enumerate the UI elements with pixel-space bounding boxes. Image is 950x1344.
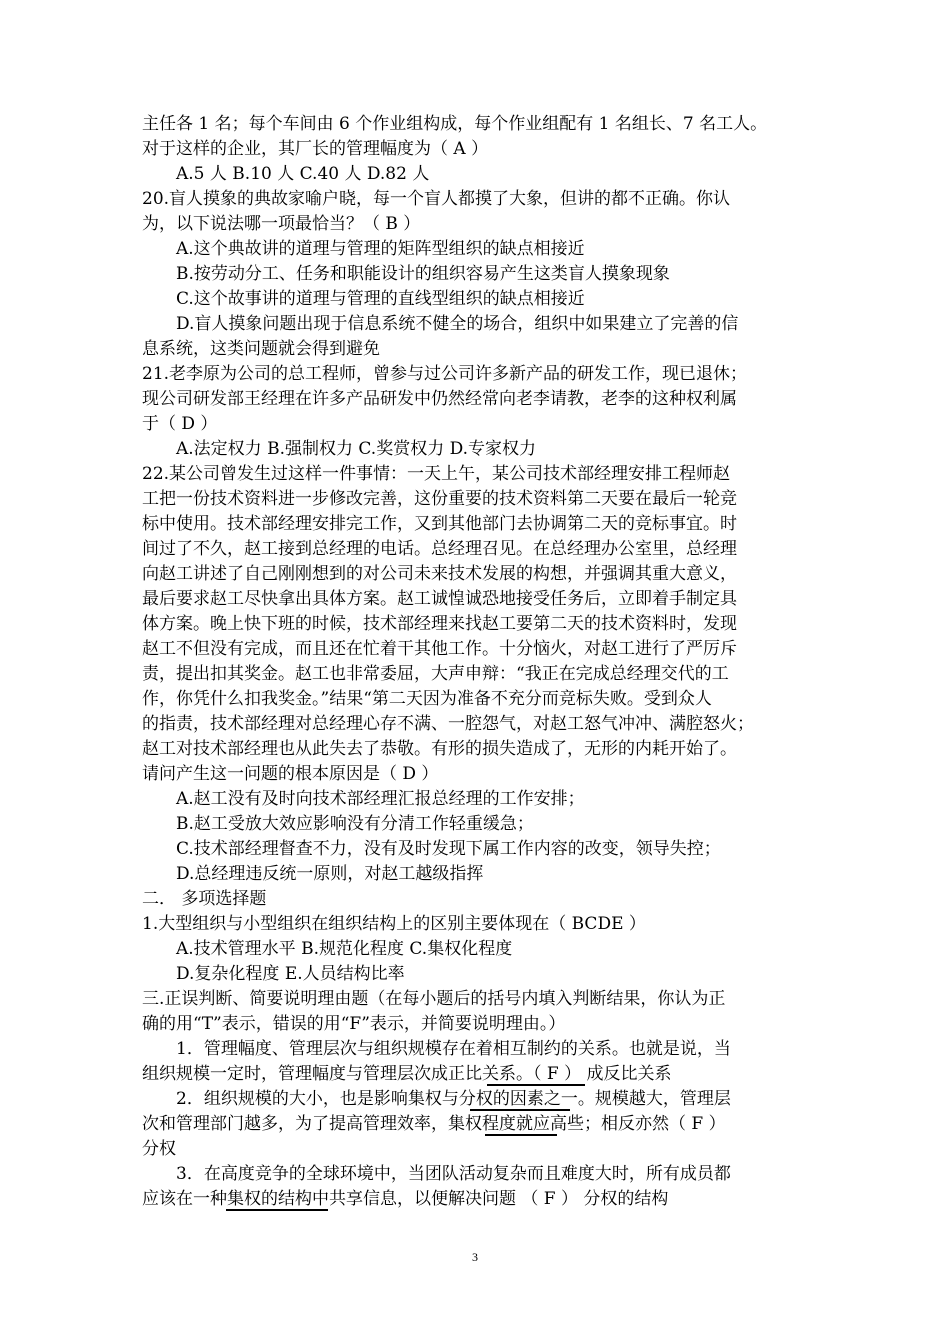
- text-line: 责，提出扣其奖金。赵工也非常委屈，大声申辩：“我正在完成总经理交代的工: [142, 664, 729, 684]
- option-a: A.这个典故讲的道理与管理的矩阵型组织的缺点相接近: [176, 239, 585, 259]
- option-d: D.总经理违反统一原则，对赵工越级指挥: [176, 864, 484, 884]
- option-line: A.法定权力 B.强制权力 C.奖赏权力 D.专家权力: [176, 439, 537, 459]
- text-line: 向赵工讲述了自己刚刚想到的对公司未来技术发展的构想，并强调其重大意义，: [142, 564, 737, 584]
- text-line: 应该在一种集权的结构中共享信息，以便解决问题 （ F ） 分权的结构: [142, 1189, 669, 1209]
- question-1: 1.大型组织与小型组织在组织结构上的区别主要体现在（ BCDE ）: [142, 914, 646, 934]
- option-a: A.赵工没有及时向技术部经理汇报总经理的工作安排；: [176, 789, 585, 809]
- judgment-1: 1．管理幅度、管理层次与组织规模存在着相互制约的关系。也就是说，当: [176, 1039, 731, 1059]
- text-line: 次和管理部门越多，为了提高管理效率，集权程度就应高些；相反亦然（ F ）: [142, 1114, 726, 1134]
- text-line: 于（ D ）: [142, 414, 218, 434]
- text-line: 赵工对技术部经理也从此失去了恭敬。有形的损失造成了，无形的内耗开始了。: [142, 739, 737, 759]
- text-line: 工把一份技术资料进一步修改完善，这份重要的技术资料第二天要在最后一轮竞: [142, 489, 737, 509]
- text-line: 体方案。晚上快下班的时候，技术部经理来找赵工要第二天的技术资料时，发现: [142, 614, 737, 634]
- text-line: 为，以下说法哪一项最恰当？（ B ）: [142, 214, 421, 234]
- question-22: 22.某公司曾发生过这样一件事情：一天上午，某公司技术部经理安排工程师赵: [142, 464, 731, 484]
- text-line: 标中使用。技术部经理安排完工作，又到其他部门去协调第二天的竞标事宜。时: [142, 514, 737, 534]
- option-c: C.这个故事讲的道理与管理的直线型组织的缺点相接近: [176, 289, 585, 309]
- text-line: 的指责，技术部经理对总经理心存不满、一腔怨气，对赵工怒气冲冲、满腔怒火；: [142, 714, 754, 734]
- text-line: 确的用“T”表示，错误的用“F”表示，并简要说明理由。）: [142, 1014, 566, 1034]
- text-line: 组织规模一定时，管理幅度与管理层次成正比关系。（ F ） 成反比关系: [142, 1064, 672, 1084]
- underline-mark: [487, 1084, 585, 1086]
- option-line: A.技术管理水平 B.规范化程度 C.集权化程度: [176, 939, 513, 959]
- question-20: 20.盲人摸象的典故家喻户晓，每一个盲人都摸了大象，但讲的都不正确。你认: [142, 189, 731, 209]
- option-line: A.5 人 B.10 人 C.40 人 D.82 人: [176, 164, 430, 184]
- underline-mark: [485, 1134, 557, 1136]
- text-line: 息系统，这类问题就会得到避免: [142, 339, 380, 359]
- underline-mark: [470, 1109, 570, 1111]
- option-c: C.技术部经理督查不力，没有及时发现下属工作内容的改变，领导失控；: [176, 839, 721, 859]
- text-line: 主任各 1 名；每个车间由 6 个作业组构成，每个作业组配有 1 名组长、7 名工人。: [142, 114, 768, 134]
- judgment-2: 2．组织规模的大小，也是影响集权与分权的因素之一。规模越大，管理层: [176, 1089, 731, 1109]
- text-line: 赵工不但没有完成，而且还在忙着干其他工作。十分恼火，对赵工进行了严厉斥: [142, 639, 737, 659]
- page-number: 3: [472, 1250, 478, 1264]
- text-line: 作，你凭什么扣我奖金。”结果“第二天因为准备不充分而竞标失败。受到众人: [142, 689, 712, 709]
- text-line: 对于这样的企业，其厂长的管理幅度为（ A ）: [142, 139, 489, 159]
- option-line: D.复杂化程度 E.人员结构比率: [176, 964, 405, 984]
- option-b: B.按劳动分工、任务和职能设计的组织容易产生这类盲人摸象现象: [176, 264, 670, 284]
- text-line: 间过了不久，赵工接到总经理的电话。总经理召见。在总经理办公室里，总经理: [142, 539, 737, 559]
- section-heading: 二． 多项选择题: [142, 889, 267, 909]
- underline-mark: [226, 1209, 328, 1211]
- question-21: 21.老李原为公司的总工程师，曾参与过公司许多新产品的研发工作，现已退休；: [142, 364, 748, 384]
- text-line: 分权: [142, 1139, 176, 1159]
- option-b: B.赵工受放大效应影响没有分清工作轻重缓急；: [176, 814, 534, 834]
- text-line: 现公司研发部王经理在许多产品研发中仍然经常向老李请教，老李的这种权利属: [142, 389, 737, 409]
- judgment-3: 3．在高度竞争的全球环境中，当团队活动复杂而且难度大时，所有成员都: [176, 1164, 731, 1184]
- text-line: 最后要求赵工尽快拿出具体方案。赵工诚惶诚恐地接受任务后，立即着手制定具: [142, 589, 737, 609]
- option-d: D.盲人摸象问题出现于信息系统不健全的场合，组织中如果建立了完善的信: [176, 314, 739, 334]
- text-line: 请问产生这一问题的根本原因是（ D ）: [142, 764, 439, 784]
- section-heading: 三.正误判断、简要说明理由题（在每小题后的括号内填入判断结果，你认为正: [142, 989, 726, 1009]
